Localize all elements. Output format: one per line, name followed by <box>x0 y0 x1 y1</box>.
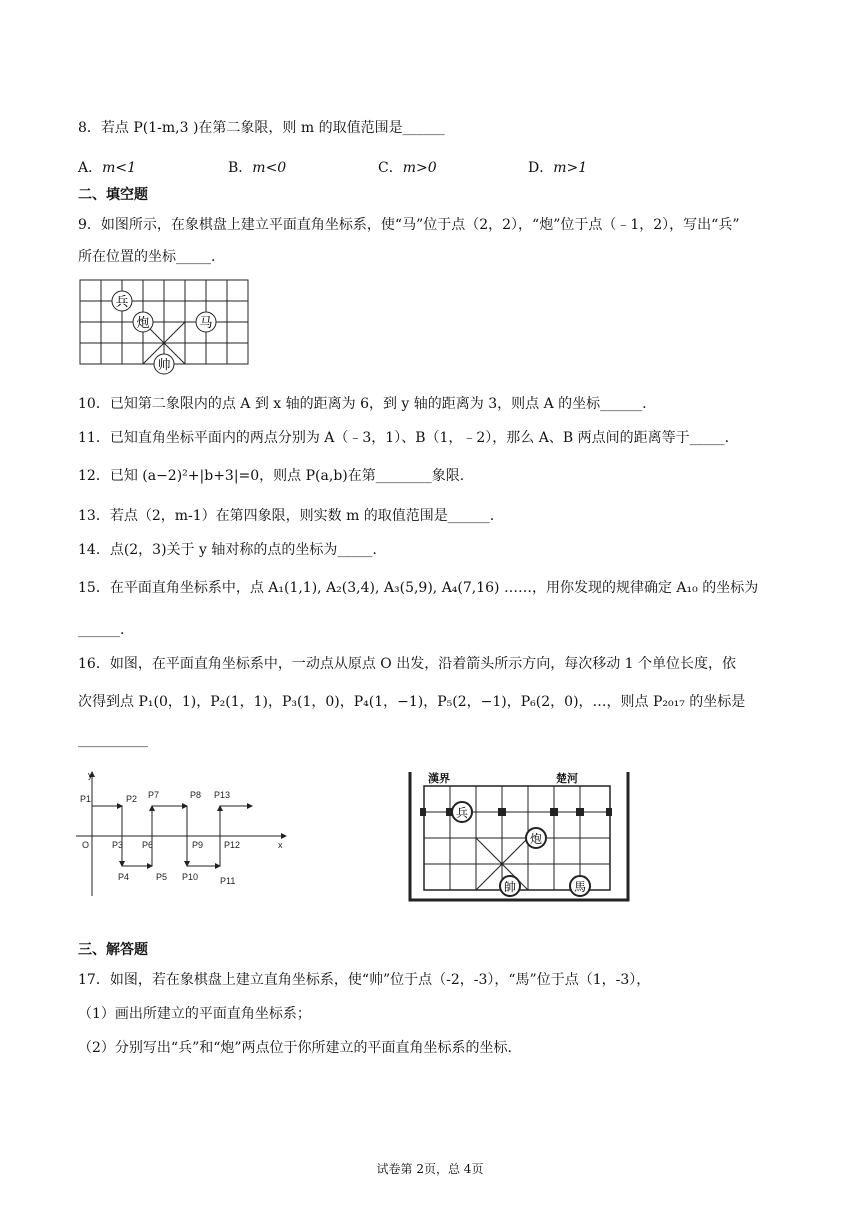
svg-text:帅: 帅 <box>157 358 171 373</box>
q9-line1: 9．如图所示，在象棋盘上建立平面直角坐标系，使“马”位于点（2，2），“炮”位于点（﹣1，2），写出“兵” <box>78 217 740 233</box>
q17-line1: 17．如图，若在象棋盘上建立直角坐标系，使“帅”位于点（-2，-3），“馬”位于点（1，-3）， <box>78 972 651 988</box>
q16-line3: __________ <box>78 732 148 748</box>
svg-text:P4: P4 <box>118 872 130 882</box>
svg-text:马: 马 <box>199 316 213 331</box>
svg-text:O: O <box>82 840 90 850</box>
svg-text:P2: P2 <box>126 794 138 804</box>
spiral-path-figure <box>72 768 292 900</box>
svg-text:兵: 兵 <box>115 295 129 310</box>
piece-bing <box>112 291 132 311</box>
svg-text:P11: P11 <box>220 876 236 886</box>
q16-line2: 次得到点 P₁(0，1)，P₂(1，1)，P₃(1，0)，P₄(1，−1)，P₅(2，−1)，P₆(2，0)，…，则点 P₂₀₁₇ 的坐标是 <box>78 694 746 710</box>
board2-header-left: 漢界 <box>428 772 450 785</box>
svg-text:P3: P3 <box>112 840 124 850</box>
section-title-fill-in: 二、填空题 <box>78 187 148 203</box>
q17-line3: （2）分别写出“兵”和“炮”两点位于你所建立的平面直角坐标系的坐标. <box>78 1040 512 1056</box>
section-title-answers: 三、解答题 <box>78 942 148 958</box>
chess-board-figure-2 <box>406 768 632 904</box>
q10-text: 10．已知第二象限内的点 A 到 x 轴的距离为 6，到 y 轴的距离为 3，则点 A 的坐标______. <box>78 396 647 412</box>
svg-text:P12: P12 <box>224 840 241 850</box>
piece-ma <box>196 312 216 332</box>
svg-text:炮: 炮 <box>136 316 150 331</box>
piece2-pao <box>526 828 546 848</box>
q8-option-c: C．m>0 <box>378 160 437 176</box>
svg-text:x: x <box>278 840 283 850</box>
svg-text:帥: 帥 <box>503 880 517 894</box>
svg-text:P6: P6 <box>142 840 154 850</box>
svg-text:P5: P5 <box>156 872 168 882</box>
q16-line1: 16．如图，在平面直角坐标系中，一动点从原点 O 出发，沿着箭头所示方向，每次移动 1 个单位长度，依 <box>78 656 736 672</box>
q8-option-a: A．m<1 <box>78 160 137 176</box>
svg-text:馬: 馬 <box>573 880 587 894</box>
board2-header-right: 楚河 <box>556 772 578 785</box>
piece-shuai <box>154 354 174 374</box>
svg-text:兵: 兵 <box>455 806 469 820</box>
svg-text:y: y <box>88 770 93 780</box>
q8-option-b: B．m<0 <box>228 160 287 176</box>
piece2-shuai <box>500 876 520 896</box>
svg-text:P7: P7 <box>148 790 160 800</box>
q14-text: 14．点(2，3)关于 y 轴对称的点的坐标为_____. <box>78 542 377 558</box>
svg-text:P1: P1 <box>80 794 92 804</box>
q12-text: 12．已知 (a−2)²+|b+3|=0，则点 P(a,b)在第________象限. <box>78 468 465 484</box>
svg-text:炮: 炮 <box>529 832 543 846</box>
q9-line2: 所在位置的坐标_____. <box>78 249 216 265</box>
page-footer: 试卷第 2页，总 4页 <box>376 1162 484 1176</box>
piece2-bing <box>452 802 472 822</box>
piece2-ma <box>570 876 590 896</box>
svg-text:P8: P8 <box>190 790 202 800</box>
q15-line1: 15．在平面直角坐标系中，点 A₁(1,1), A₂(3,4), A₃(5,9), A₄(7,16) ……，用你发现的规律确定 A₁₀ 的坐标为 <box>78 580 759 596</box>
svg-text:P13: P13 <box>214 790 231 800</box>
chess-board-figure-1 <box>78 278 252 378</box>
q11-text: 11．已知直角坐标平面内的两点分别为 A（﹣3，1）、B（1，﹣2），那么 A、B 两点间的距离等于_____. <box>78 430 730 446</box>
q17-line2: （1）画出所建立的平面直角坐标系； <box>78 1006 311 1022</box>
svg-text:P10: P10 <box>182 872 199 882</box>
q15-line2: ______. <box>78 622 125 638</box>
q8-stem: 8．若点 P(1-m,3 )在第二象限，则 m 的取值范围是______ <box>78 120 445 136</box>
piece-pao <box>133 312 153 332</box>
svg-text:P9: P9 <box>192 840 204 850</box>
q13-text: 13．若点（2，m-1）在第四象限，则实数 m 的取值范围是______. <box>78 508 495 524</box>
q8-option-d: D．m>1 <box>528 160 588 176</box>
